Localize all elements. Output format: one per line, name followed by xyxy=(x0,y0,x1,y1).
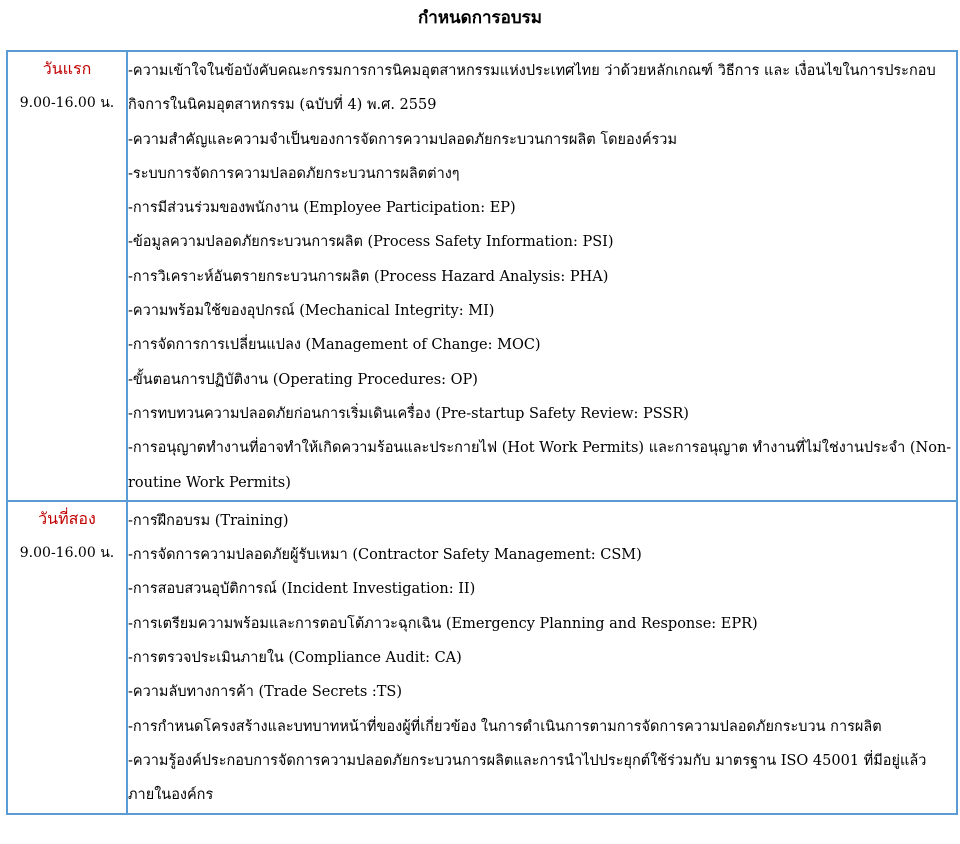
topic-item: -ความสำคัญและความจำเป็นของการจัดการความปลอดภัยกระบวนการผลิต โดยองค์รวม xyxy=(128,131,678,148)
day-time: 9.00-16.00 น. xyxy=(19,544,115,561)
schedule-row-day-2 xyxy=(7,501,957,814)
topic-item: -การฝึกอบรม (Training) xyxy=(128,512,289,529)
day-name: วันแรก xyxy=(42,59,92,78)
topic-item: -การสอบสวนอุบัติการณ์ (Incident Investigation: II) xyxy=(128,581,476,598)
topic-item: -การวิเคราะห์อันตรายกระบวนการผลิต (Process Hazard Analysis: PHA) xyxy=(128,268,609,285)
topic-item: -การทบทวนความปลอดภัยก่อนการเริ่มเดินเครื่อง (Pre-startup Safety Review: PSSR) xyxy=(128,405,689,422)
topic-item: -ความพร้อมใช้ของอุปกรณ์ (Mechanical Integrity: MI) xyxy=(128,303,495,320)
topic-item: -การมีส่วนร่วมของพนักงาน (Employee Participation: EP) xyxy=(128,200,516,217)
topic-item: -ความรู้องค์ประกอบการจัดการความปลอดภัยกระบวนการผลิตและการนำไปประยุกต์ใช้ร่วมกับ มาตรฐาน ISO 45001 ที่มีอยู่แล้วภายในองค์กร xyxy=(128,752,927,804)
topic-item: -ระบบการจัดการความปลอดภัยกระบวนการผลิตต่างๆ xyxy=(128,165,460,182)
topic-item: -การเตรียมความพร้อมและการตอบโต้ภาวะฉุกเฉิน (Emergency Planning and Response: EPR) xyxy=(128,615,758,632)
topic-item: -ข้อมูลความปลอดภัยกระบวนการผลิต (Process Safety Information: PSI) xyxy=(128,234,614,251)
page-title: กำหนดการอบรม xyxy=(417,8,542,28)
topic-item: -การกำหนดโครงสร้างและบทบาทหน้าที่ของผู้ที่เกี่ยวข้อง ในการดำเนินการตามการจัดการความปลอดภัยกระบวน การผลิต xyxy=(128,718,882,735)
day-cell xyxy=(7,501,127,814)
topic-item: -การจัดการการเปลี่ยนแปลง (Management of Change: MOC) xyxy=(128,337,541,354)
topic-item: -การตรวจประเมินภายใน (Compliance Audit: CA) xyxy=(128,650,462,667)
topic-item: -การจัดการความปลอดภัยผู้รับเหมา (Contractor Safety Management: CSM) xyxy=(128,547,642,564)
topic-list xyxy=(128,52,956,500)
day-name: วันที่สอง xyxy=(38,508,96,528)
topic-item: -ความลับทางการค้า (Trade Secrets :TS) xyxy=(128,684,403,701)
day-time: 9.00-16.00 น. xyxy=(19,95,115,111)
day-cell xyxy=(7,51,127,501)
topic-item: -ขั้นตอนการปฏิบัติงาน (Operating Procedures: OP) xyxy=(128,371,478,388)
schedule-table xyxy=(6,50,958,815)
topic-item: -การอนุญาตทำงานที่อาจทำให้เกิดความร้อนและประกายไฟ (Hot Work Permits) และการอนุญาต ทำงานที่ไม่ใช่งานประจำ (Non-routine Work Permits) xyxy=(128,440,952,491)
topics-cell xyxy=(127,501,957,814)
topic-item: -ความเข้าใจในข้อบังคับคณะกรรมการการนิคมอุตสาหกรรมแห่งประเทศไทย ว่าด้วยหลักเกณฑ์ วิธีการ และ เงื่อนไขในการประกอบกิจการในนิคมอุตสาหกรรม (ฉบับที่ 4) พ.ศ. 2559 xyxy=(128,63,936,114)
topics-cell xyxy=(127,51,957,501)
schedule-row-day-1 xyxy=(7,51,957,501)
topic-list xyxy=(128,502,956,813)
